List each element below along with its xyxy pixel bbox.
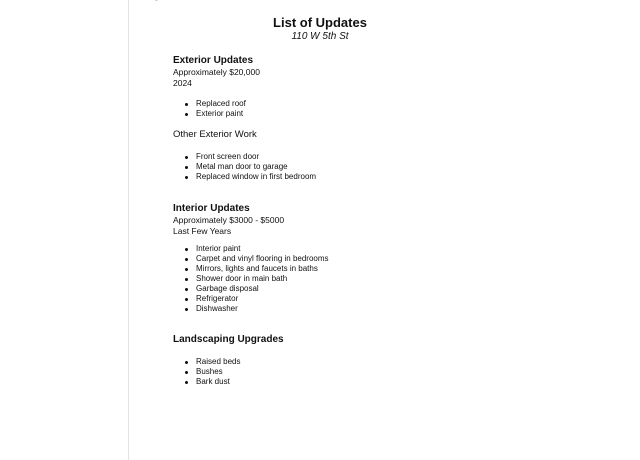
list-item: Mirrors, lights and faucets in baths (173, 264, 329, 274)
list-item: Bark dust (173, 377, 240, 387)
list-item: Replaced roof (173, 99, 246, 109)
exterior-updates-section (173, 55, 260, 88)
list-item: Replaced window in first bedroom (173, 172, 316, 182)
list-item: Refrigerator (173, 294, 329, 304)
other-exterior-items-list (173, 152, 316, 182)
landscaping-section (173, 334, 284, 346)
exterior-items-list (173, 99, 246, 119)
list-item: Interior paint (173, 244, 329, 254)
document-address: 110 W 5th St (291, 31, 349, 42)
exterior-year: 2024 (173, 77, 192, 88)
exterior-cost: Approximately $20,000 (173, 67, 260, 77)
list-item: Carpet and vinyl flooring in bedrooms (173, 254, 329, 264)
list-item: Exterior paint (173, 109, 246, 119)
interior-items-list (173, 244, 329, 314)
interior-timeframe: Last Few Years (173, 225, 232, 236)
other-exterior-section (173, 129, 257, 141)
other-exterior-heading: Other Exterior Work (173, 129, 257, 140)
list-item: Bushes (173, 367, 240, 377)
landscaping-heading: Landscaping Upgrades (173, 334, 284, 345)
document-title: List of Updates (273, 15, 367, 30)
list-item: Metal man door to garage (173, 162, 316, 172)
list-item: Dishwasher (173, 304, 329, 314)
landscaping-items-list (173, 357, 240, 387)
list-item: Raised beds (173, 357, 240, 367)
list-item: Garbage disposal (173, 284, 329, 294)
list-item: Front screen door (173, 152, 316, 162)
exterior-heading: Exterior Updates (173, 55, 254, 66)
interior-updates-section (173, 203, 284, 236)
interior-heading: Interior Updates (173, 203, 250, 214)
list-item: Shower door in main bath (173, 274, 329, 284)
interior-cost: Approximately $3000 - $5000 (173, 215, 285, 225)
